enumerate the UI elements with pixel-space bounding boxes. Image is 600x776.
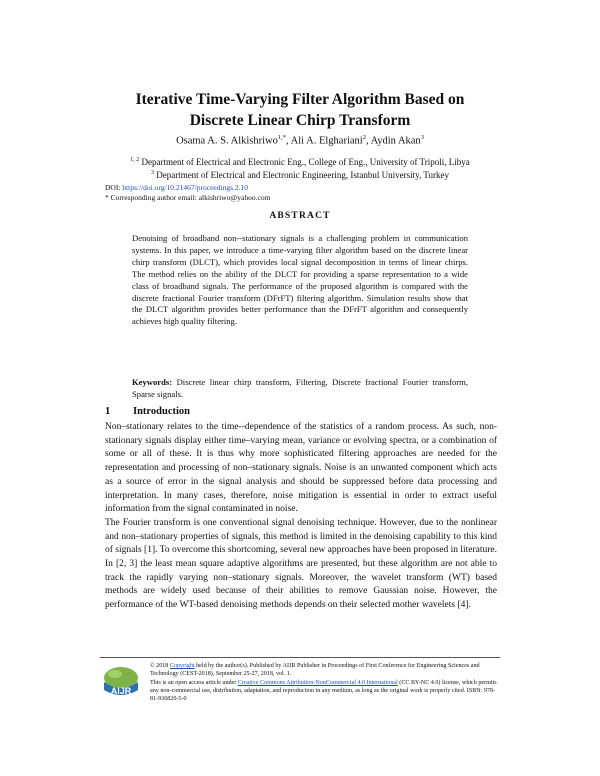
abstract-text: Denoising of broadband non--stationary signals is a challenging problem in communication systems. In this paper, we introduce a time-varying filter algorithm based on the discrete linear chirp transform (DLCT), which provides local signal decomposition in terms of linear chirps. The method relies on the ability of the DLCT for providing a sparse representation to a wide class of broadband signals. The performance of the proposed algorithm is compared with the discrete fractional Fourier transform (DFrFT) filtering algorithm. Simulation results show that the DLCT algorithm provides better performance than the DFrFT algorithm and consequently achieves high quality filtering. (132, 233, 468, 327)
author-2-affil: 2 (362, 134, 366, 141)
author-3: Aydin Akan (370, 135, 421, 147)
corresponding-author: * Corresponding author email: alkishriwo@yahoo.com (105, 193, 271, 202)
keywords-text: Discrete linear chirp transform, Filtering, Discrete fractional Fourier transform, Sparse signals. (132, 377, 468, 399)
doi-label: DOI: (105, 183, 121, 192)
abstract-heading: ABSTRACT (269, 211, 331, 221)
author-2: Ali A. Elghariani (290, 135, 363, 147)
section-number: 1 (105, 406, 111, 417)
affiliation-1: $^{1, 2}$ Department of Electrical and Electronic Eng., College of Eng., University of Tripoli, Libya (130, 157, 470, 167)
publisher-logo (101, 664, 141, 702)
copyright-notice: © 2018 Copyright held by the author(s). Published by AIJR Publisher in Proceedings of First Conference for Engineering Sciences and Technology (CEST-2018), September 25-27, 2018, vol. 1. (150, 663, 480, 678)
section-title: Introduction (133, 406, 190, 417)
license-notice: This is an open access article under Creative Commons Attribution-NonCommercial 4.0 International (CC BY-NC 4.0) license, which permits any non-commercial use, distribution, adaptation, and reproduction in any medium, as long as the original work is properly cited. ISBN: 978-81-936820-5-0 (150, 679, 497, 703)
copyright-link[interactable]: Copyright (169, 663, 195, 669)
doi-line (105, 183, 248, 192)
license-link[interactable]: Creative Commons Attribution-NonCommercial 4.0 International (237, 679, 398, 686)
body-text (105, 421, 497, 613)
affiliation-2: $^3$ Department of Electrical and Electronic Engineering, Istanbul University, Turkey (150, 170, 450, 180)
paper-title (90, 89, 510, 131)
keywords-label: Keywords: (132, 377, 173, 387)
footer-rule (100, 657, 500, 658)
title-line-2: Discrete Linear Chirp Transform (189, 112, 411, 129)
author-1-affil: 1,* (277, 134, 286, 141)
author-list: Osama A. S. Alkishriwo$^{1,*}$, Ali A. Elghariani$^2$, Aydin Akan$^3$ (176, 134, 424, 147)
author-3-affil: 3 (420, 134, 424, 141)
paragraph: The Fourier transform is one conventional signal denoising technique. However, due to the nonlinear and non–stationary properties of signals, this method is limited in the denoising capability to this kind of signals [1]. To overcome this shortcoming, several new approaches have been proposed in literature. In [2, 3] the least mean square adaptive algorithms are presented, but these algorithm are not able to track the rapidly varying non–stationary signals. Moreover, the wavelet transform (WT) based methods are widely used because of their abilities to remove Gaussian noise. However, the performance of the WT-based denoising methods depends on their selected mother wavelets [4]. (105, 517, 497, 611)
title-line-1: Iterative Time-Varying Filter Algorithm Based on (135, 91, 465, 108)
affiliations (60, 155, 540, 181)
footer-text (150, 662, 500, 703)
logo-text: AIJR (110, 686, 132, 696)
keywords (132, 377, 468, 401)
section-heading (105, 406, 190, 417)
author-1: Osama A. S. Alkishriwo (176, 135, 278, 147)
doi-link[interactable]: https://doi.org/10.21467/proceedings.2.10 (122, 183, 248, 192)
paragraph: Non–stationary relates to the time--dependence of the statistics of a random process. As such, non-stationary signals display either time–varying mean, variance or evolving spectra, or a combination of some or all of these. It is thus why more sophisticated filtering approaches are needed for the representation and processing of non–stationary signals. Noise is an unwanted component which acts as a source of error in the signal analysis and should be suppressed before data processing and interpretation. In many cases, therefore, noise mitigation is essential in order to extract useful information from the signal contaminated in noise. (105, 422, 497, 515)
